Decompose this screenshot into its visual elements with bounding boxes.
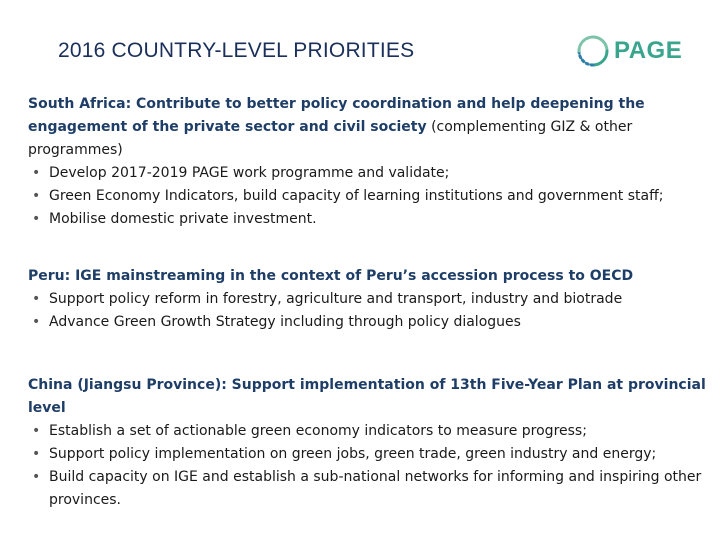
- bullet-list: [28, 288, 708, 334]
- section-heading: [28, 265, 708, 288]
- section-heading: [28, 93, 708, 162]
- bullet-item: • Support policy implementation on green jobs, green trade, green industry and energy;: [28, 443, 708, 466]
- section-china: [28, 374, 708, 512]
- section-heading-note: (complementing GIZ & other programmes): [28, 119, 633, 158]
- bullet-list: [28, 420, 708, 512]
- bullet-list: [28, 162, 708, 231]
- page-logo: [575, 33, 682, 69]
- bullet-item: • Advance Green Growth Strategy including through policy dialogues: [28, 311, 708, 334]
- logo-text: PAGE: [614, 37, 683, 64]
- bullet-item: • Establish a set of actionable green economy indicators to measure progress;: [28, 420, 708, 443]
- section-heading-title: Peru: IGE mainstreaming in the context of Peru’s accession process to OECD: [28, 268, 634, 284]
- page-ring-logo-icon: [575, 33, 611, 69]
- section-peru: [28, 265, 708, 334]
- bullet-item: • Support policy reform in forestry, agriculture and transport, industry and biotrade: [28, 288, 708, 311]
- section-heading-title: South Africa: Contribute to better policy coordination and help deepening the engagement of the private sector and civil society: [28, 96, 645, 135]
- page-title: 2016 COUNTRY-LEVEL PRIORITIES: [58, 39, 415, 62]
- bullet-item: • Build capacity on IGE and establish a sub-national networks for informing and inspiring other provinces.: [28, 466, 708, 512]
- section-heading-title: China (Jiangsu Province): Support implementation of 13th Five-Year Plan at provincial level: [28, 377, 706, 416]
- section-heading: [28, 374, 708, 420]
- bullet-item: • Mobilise domestic private investment.: [28, 208, 708, 231]
- section-south-africa: [28, 93, 708, 231]
- bullet-item: • Green Economy Indicators, build capacity of learning institutions and government staff;: [28, 185, 708, 208]
- bullet-item: • Develop 2017-2019 PAGE work programme and validate;: [28, 162, 708, 185]
